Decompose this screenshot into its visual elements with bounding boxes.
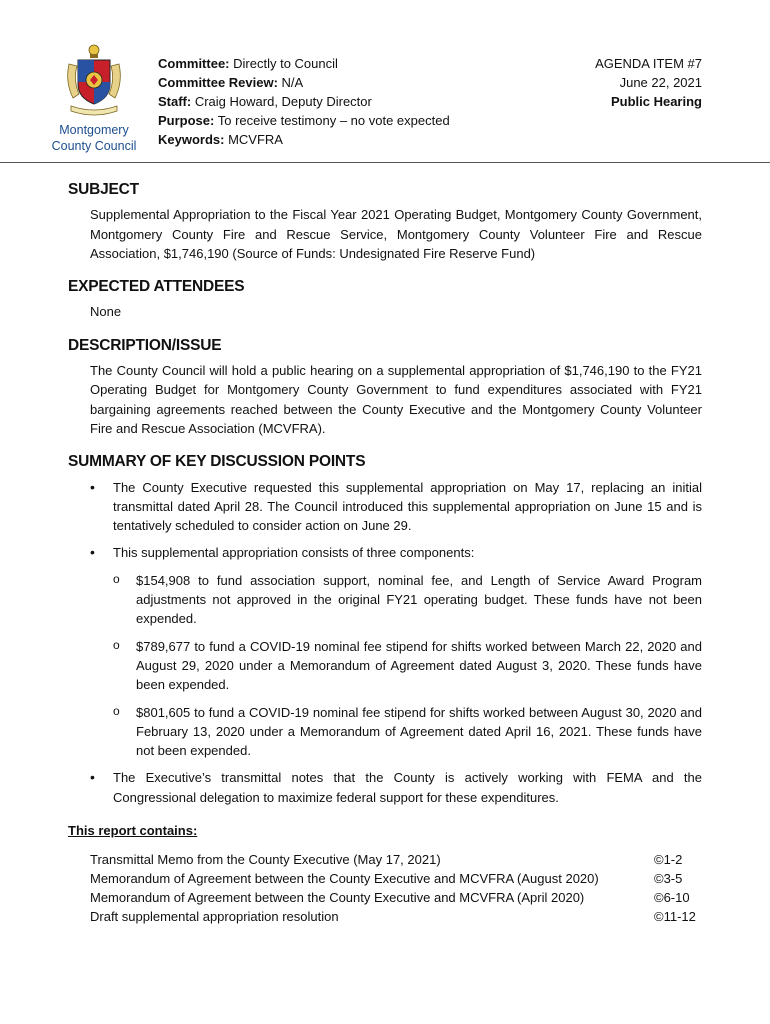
agenda-item-number: AGENDA ITEM #7	[595, 56, 702, 71]
contents-label: Memorandum of Agreement between the County Executive and MCVFRA (April 2020)	[90, 890, 585, 906]
discussion-point-text: This supplemental appropriation consists of three components:	[113, 545, 475, 561]
contents-row	[90, 869, 702, 888]
agenda-date: June 22, 2021	[619, 75, 702, 90]
subject-text: Supplemental Appropriation to the Fiscal Year 2021 Operating Budget, Montgomery County Government, Montgomery County Fire and Rescue Service, Montgomery County Volunteer Fire and Rescue Association, $1,746,190 (Source of Funds: Undesignated Fire Reserve Fund)	[90, 207, 702, 261]
attendees-text: None	[90, 304, 122, 320]
committee-value: Directly to Council	[233, 56, 338, 71]
discussion-point: • The County Executive requested this supplemental appropriation on May 17, replacing an initial transmittal dated April 28. The Council introduced this supplemental appropriation on June 15 and is tentatively scheduled to consider action on June 29.	[68, 478, 702, 536]
discussion-point: • The Executive’s transmittal notes that the County is actively working with FEMA and the Congressional delegation to maximize federal support for these expenditures.	[68, 768, 702, 807]
contents-label: Draft supplemental appropriation resolution	[90, 909, 339, 925]
contents-label: Transmittal Memo from the County Executive (May 17, 2021)	[90, 852, 441, 868]
contents-row	[90, 888, 702, 907]
report-contents-title: This report contains:	[68, 823, 198, 839]
agenda-hearing-type: Public Hearing	[610, 94, 702, 109]
contents-label: Memorandum of Agreement between the County Executive and MCVFRA (August 2020)	[90, 871, 599, 887]
contents-page: ©11-12	[654, 909, 696, 925]
review-label: Committee Review:	[158, 75, 278, 90]
component-item: o $789,677 to fund a COVID-19 nominal fee stipend for shifts worked between March 22, 2020 and August 29, 2020 under a Memorandum of Agreement dated August 3, 2020. These funds have been expended.	[113, 637, 702, 695]
description-heading: DESCRIPTION/ISSUE	[68, 336, 222, 354]
purpose-value: To receive testimony – no vote expected	[217, 113, 450, 128]
contents-page: ©3-5	[654, 871, 683, 887]
attendees-heading: EXPECTED ATTENDEES	[68, 278, 245, 296]
description-text: The County Council will hold a public hearing on a supplemental appropriation of $1,746,190 to the FY21 Operating Budget for Montgomery County Government to fund expenditures associated with FY21 bargaining agreements reached between the County Executive and the Montgomery County Volunteer Fire and Rescue Association (MCVFRA).	[90, 363, 702, 436]
contents-page: ©1-2	[654, 852, 683, 868]
header-divider	[0, 162, 770, 163]
discussion-point	[68, 543, 702, 760]
discussion-points-list	[68, 478, 702, 807]
contents-page: ©6-10	[654, 890, 690, 906]
summary-section	[68, 452, 702, 807]
keywords-value: MCVFRA	[228, 132, 283, 147]
staff-value: Craig Howard, Deputy Director	[194, 94, 372, 109]
agenda-info	[595, 54, 702, 111]
committee-metadata	[158, 54, 450, 149]
component-item: o $154,908 to fund association support, nominal fee, and Length of Service Award Program adjustments not approved in the original FY21 operating budget. These funds have not been expended.	[113, 571, 702, 629]
purpose-label: Purpose:	[158, 113, 215, 128]
review-row	[158, 73, 450, 92]
attendees-section	[68, 277, 702, 322]
committee-row	[158, 54, 450, 73]
staff-row	[158, 92, 450, 111]
subject-heading: SUBJECT	[68, 181, 139, 198]
keywords-row	[158, 130, 450, 149]
contents-row	[90, 907, 702, 926]
summary-heading: SUMMARY OF KEY DISCUSSION POINTS	[68, 453, 366, 471]
description-section	[68, 336, 702, 438]
contents-row	[90, 850, 702, 869]
county-seal-icon	[63, 42, 125, 120]
staff-label: Staff:	[158, 94, 192, 109]
review-value: N/A	[281, 75, 304, 90]
logo-text-line2: County Council	[51, 139, 137, 153]
purpose-row	[158, 111, 450, 130]
logo-text-line1: Montgomery	[59, 123, 129, 137]
report-contents-table	[90, 850, 702, 926]
components-sublist	[113, 571, 702, 761]
memo-body	[68, 180, 702, 926]
logo-text	[48, 122, 140, 154]
keywords-label: Keywords:	[158, 132, 225, 147]
component-item: o $801,605 to fund a COVID-19 nominal fee stipend for shifts worked between August 30, 2020 and February 13, 2020 under a Memorandum of Agreement dated April 16, 2021. These funds have not been expended.	[113, 703, 702, 761]
county-seal-logo	[48, 42, 140, 154]
subject-section	[68, 180, 702, 263]
committee-label: Committee:	[158, 56, 230, 71]
